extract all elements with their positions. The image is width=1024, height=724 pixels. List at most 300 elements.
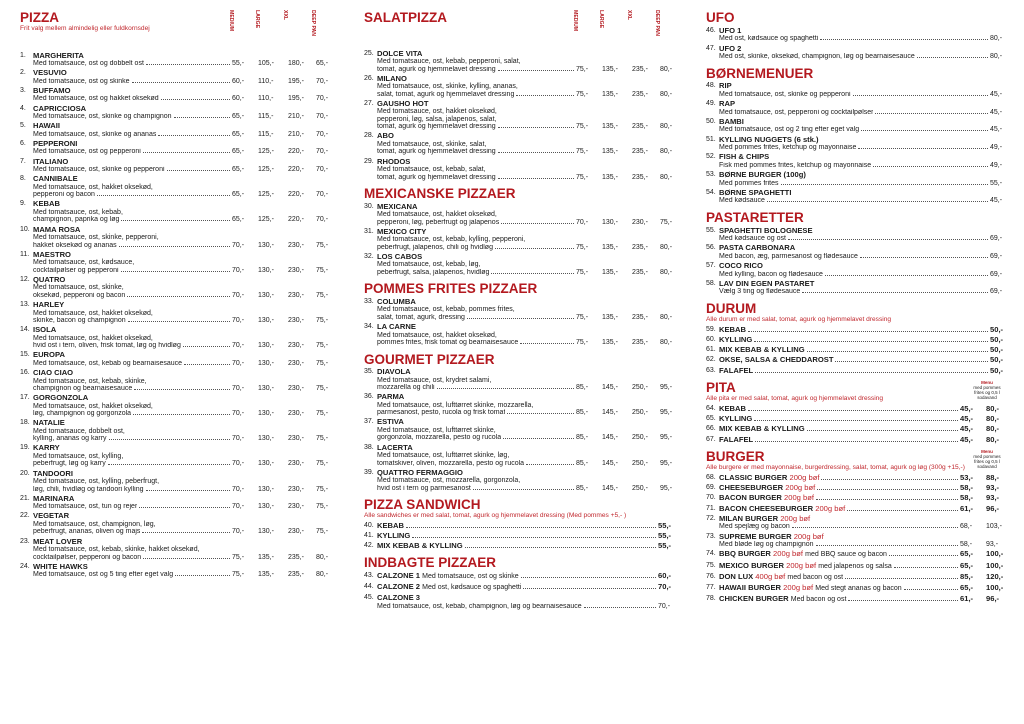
item-desc: Med tomatsauce, ost, skinke og pepperoni xyxy=(33,166,165,174)
size-header: LARGE xyxy=(254,10,260,29)
menu-item xyxy=(706,505,1006,514)
menu-item xyxy=(706,189,1006,205)
item-prices xyxy=(960,550,1006,559)
item-price: 55,- xyxy=(658,540,672,550)
item-name xyxy=(719,584,902,594)
item-name xyxy=(33,105,86,114)
section-subtitle: Alle burgere er med mayonnaise, burgerdressing, salat, tomat, agurk og løg (300g +15,-) xyxy=(706,464,965,471)
item-number: 73. xyxy=(706,532,716,540)
item-price: 75,- xyxy=(660,218,673,226)
item-body xyxy=(33,52,330,68)
item-title: RHODOS xyxy=(377,156,411,166)
item-body xyxy=(33,538,330,562)
item-number: 49. xyxy=(706,100,716,107)
item-price: 235,- xyxy=(632,123,648,131)
item-price: 125,- xyxy=(258,191,274,199)
item-prices xyxy=(960,505,1006,514)
item-number: 55. xyxy=(706,226,716,234)
menu-item xyxy=(706,346,1006,355)
item-price: 110,- xyxy=(258,77,274,85)
item-price: 75,- xyxy=(576,313,589,321)
item-body xyxy=(719,573,1006,583)
item-name-line xyxy=(719,280,1006,289)
item-title: HAWAII xyxy=(33,121,61,131)
item-number: 2. xyxy=(20,69,26,77)
menu-item xyxy=(706,484,1006,493)
item-price: 75,- xyxy=(316,410,329,418)
item-weight: 200g bøf xyxy=(786,560,817,570)
menu-item xyxy=(706,136,1006,152)
item-number: 75. xyxy=(706,561,716,569)
item-name-line xyxy=(377,100,674,109)
item-prices xyxy=(576,384,674,392)
item-name xyxy=(377,368,411,377)
item-title: CHICKEN BURGER xyxy=(719,594,789,604)
dot-leader xyxy=(825,275,988,276)
item-prices xyxy=(232,95,330,103)
item-number: 48. xyxy=(706,82,716,90)
item-name xyxy=(33,87,71,96)
item-desc-line xyxy=(719,197,1006,205)
item-prices xyxy=(576,460,674,468)
item-price: 93,- xyxy=(986,483,1000,492)
dot-leader xyxy=(861,130,988,131)
dot-leader xyxy=(860,257,988,258)
item-price: 120,- xyxy=(986,571,1004,581)
item-price: 75,- xyxy=(316,241,329,249)
item-price: 75,- xyxy=(576,148,589,156)
menu-item xyxy=(20,512,330,536)
size-header: XXL xyxy=(626,10,632,21)
item-desc: Med tomatsauce, ost, hakket oksekød, xyxy=(33,309,153,317)
menu-item xyxy=(20,419,330,443)
dot-leader xyxy=(802,292,988,293)
menu-section xyxy=(364,186,674,276)
item-title: KYLLING NUGGETS (6 stk.) xyxy=(719,134,819,144)
item-desc: Med tomatsauce, ost, hakket oksekød, xyxy=(377,108,497,116)
menu-item xyxy=(364,532,674,541)
item-price: 130,- xyxy=(258,410,274,418)
item-desc: Med tomatsauce, ost og dobbelt ost xyxy=(33,60,144,68)
item-name-line xyxy=(719,367,1006,376)
item-desc: Med tomatsauce, ost, kebab, champignon, løg og bearnaisesauce xyxy=(377,602,582,610)
item-desc-line xyxy=(377,269,674,277)
item-price: 220,- xyxy=(288,191,304,199)
item-name-line xyxy=(719,136,1006,145)
item-number: 64. xyxy=(706,404,716,412)
menu-item xyxy=(364,132,674,156)
item-prices xyxy=(960,415,1006,424)
item-title: QUATTRO FERMAGGIO xyxy=(377,467,463,477)
item-price: 65,- xyxy=(232,148,245,156)
item-desc: Med tomatsauce, ost, krydret salami, xyxy=(377,376,492,384)
item-name-line xyxy=(377,583,674,593)
item-prices xyxy=(232,113,330,121)
item-body xyxy=(377,75,674,99)
item-price: 50,- xyxy=(990,324,1004,334)
menu-item xyxy=(706,171,1006,187)
dot-leader xyxy=(491,273,574,274)
item-prices xyxy=(960,584,1006,593)
item-name xyxy=(719,336,752,345)
item-price: 65,- xyxy=(232,191,245,199)
dot-leader xyxy=(143,558,230,559)
item-title: COLUMBA xyxy=(377,296,416,306)
item-prices xyxy=(576,148,674,156)
menu-item xyxy=(20,251,330,275)
item-number: 54. xyxy=(706,188,716,196)
item-desc: Med tomatsauce, ost, kebab og bearnaisesauce xyxy=(33,359,183,367)
item-body xyxy=(377,444,674,468)
item-price: 210,- xyxy=(288,130,304,138)
item-price: 125,- xyxy=(258,166,274,174)
item-name xyxy=(33,394,88,403)
dot-leader xyxy=(127,296,230,297)
dot-leader xyxy=(108,464,230,465)
item-body xyxy=(377,298,674,322)
item-desc: Med tomatsauce, ost, kebab, skinke, hakket oksekød, xyxy=(33,546,200,554)
item-name-line xyxy=(377,228,674,237)
item-name-line xyxy=(719,118,1006,127)
item-title: MILAN BURGER xyxy=(719,513,779,523)
item-number: 56. xyxy=(706,244,716,252)
item-price: 45,- xyxy=(990,126,1003,134)
menu-item xyxy=(706,573,1006,583)
item-price: 65,- xyxy=(960,560,974,570)
item-desc-line xyxy=(33,216,330,224)
item-number: 30. xyxy=(364,202,374,210)
item-title: MAESTRO xyxy=(33,249,71,259)
item-price: 75,- xyxy=(316,460,329,468)
dot-leader xyxy=(146,490,231,491)
item-prices xyxy=(990,109,1006,117)
dot-leader xyxy=(835,361,988,362)
item-desc: Vælg 3 ting og flødesauce xyxy=(719,288,801,296)
menu-item xyxy=(706,244,1006,260)
item-name xyxy=(33,326,56,335)
item-prices xyxy=(960,484,1006,493)
item-desc: Med tomatsauce, ost og 2 ting efter eget valg xyxy=(719,126,860,134)
item-price: 110,- xyxy=(258,95,274,103)
item-prices xyxy=(990,346,1006,355)
item-prices xyxy=(232,571,330,579)
item-number: 14. xyxy=(20,326,30,334)
menu-item xyxy=(706,336,1006,345)
item-body xyxy=(719,346,1006,355)
item-name-line xyxy=(377,572,674,582)
item-price: 65,- xyxy=(960,583,974,592)
item-body xyxy=(719,494,1006,503)
item-name-line xyxy=(719,82,1006,91)
item-desc: pommes frites, frisk tomat og bearnaisesauce xyxy=(377,339,519,347)
item-price: 65,- xyxy=(960,549,974,559)
item-title: ABO xyxy=(377,131,394,141)
item-title: FALAFEL xyxy=(719,434,754,444)
item-price: 230,- xyxy=(288,266,304,274)
item-prices xyxy=(658,532,674,541)
item-name-line xyxy=(33,326,330,335)
item-price: 235,- xyxy=(288,571,304,579)
item-name-line xyxy=(719,356,1006,365)
item-desc: salat, tomat, agurk og hjemmelavet dressing xyxy=(377,90,515,98)
item-desc: Med tomatsauce, ost og skinke xyxy=(33,77,130,85)
item-title: WHITE HAWKS xyxy=(33,561,88,571)
item-price: 69,- xyxy=(990,235,1003,242)
menu-item xyxy=(706,474,1006,483)
item-desc-line xyxy=(377,339,674,347)
menu-section xyxy=(364,281,674,346)
item-title: RIP xyxy=(719,81,732,91)
item-body xyxy=(33,444,330,468)
item-desc: løg, chili, hvidløg og tandoori kylling xyxy=(33,485,144,493)
item-desc: Med tomatsauce, ost og hakket oksekød xyxy=(33,95,159,103)
item-price: 60,- xyxy=(232,77,245,85)
item-name xyxy=(719,45,741,54)
item-desc: tomat, agurk og hjemmelavet dressing xyxy=(377,173,496,181)
item-number: 25. xyxy=(364,49,374,57)
item-name-line xyxy=(33,394,330,403)
item-name-line xyxy=(33,200,330,209)
item-title: BUFFAMO xyxy=(33,85,71,95)
dot-leader xyxy=(161,99,230,100)
section-title: INDBAGTE PIZZAER xyxy=(364,555,497,571)
dot-leader xyxy=(501,223,574,224)
item-number: 6. xyxy=(20,139,26,147)
item-name xyxy=(33,351,65,360)
item-prices xyxy=(232,191,330,199)
dot-leader xyxy=(158,135,230,136)
menu-item xyxy=(706,425,1006,434)
item-title: VEGETAR xyxy=(33,511,70,521)
item-price: 100,- xyxy=(986,549,1004,559)
item-title: BØRNE SPAGHETTI xyxy=(719,187,792,197)
item-name-line xyxy=(719,27,1006,36)
menu-item xyxy=(20,495,330,511)
item-price: 80,- xyxy=(660,148,673,156)
menu-section xyxy=(706,66,1006,205)
item-price: 230,- xyxy=(288,485,304,493)
item-price: 70,- xyxy=(232,460,245,468)
item-name xyxy=(33,158,68,167)
item-number: 4. xyxy=(20,104,26,112)
item-name-line xyxy=(719,262,1006,271)
item-title: LOS CABOS xyxy=(377,251,423,261)
dot-leader xyxy=(584,607,656,608)
item-price: 70,- xyxy=(232,485,245,493)
item-prices xyxy=(658,603,674,611)
item-body xyxy=(719,100,1006,116)
item-price: 70,- xyxy=(658,582,672,592)
item-title: LACERTA xyxy=(377,442,413,452)
menu-item xyxy=(706,280,1006,296)
dot-leader xyxy=(767,201,988,202)
item-price: 135,- xyxy=(602,148,618,156)
item-name-line xyxy=(719,336,1006,345)
section-title: DURUM xyxy=(706,300,757,316)
item-name-line xyxy=(33,563,330,572)
item-price: 75,- xyxy=(576,90,589,98)
item-number: 11. xyxy=(20,250,30,258)
item-desc-line xyxy=(33,267,330,275)
dot-leader xyxy=(817,489,958,490)
item-price: 230,- xyxy=(288,342,304,350)
item-name-line xyxy=(33,369,330,378)
item-prices xyxy=(576,123,674,131)
item-name xyxy=(719,136,819,145)
item-title: VESUVIO xyxy=(33,68,67,78)
menu-section xyxy=(364,10,674,181)
item-desc-line xyxy=(33,503,330,511)
item-prices xyxy=(990,126,1006,134)
item-desc: Med tomatsauce, ost, kebab, pepperoni, salat, xyxy=(377,58,521,66)
item-name-line xyxy=(33,470,330,479)
dot-leader xyxy=(467,318,574,319)
item-desc: pepperoni, løg, peberfrugt og jalapenos xyxy=(377,218,500,226)
item-body xyxy=(33,105,330,121)
menu-column-3 xyxy=(706,0,1006,724)
item-prices xyxy=(990,253,1006,261)
item-body xyxy=(377,203,674,227)
dot-leader xyxy=(128,321,230,322)
section-header xyxy=(364,10,674,48)
item-price: 85,- xyxy=(576,409,589,417)
dot-leader xyxy=(521,577,656,578)
item-number: 34. xyxy=(364,323,374,331)
item-name-line xyxy=(377,418,674,427)
item-body xyxy=(377,323,674,347)
dot-leader xyxy=(139,507,230,508)
menu-item xyxy=(364,75,674,99)
item-title: MEXICO CITY xyxy=(377,226,427,236)
item-desc: parmesanost, pesto, rucola og frisk tomat xyxy=(377,409,506,417)
item-number: 8. xyxy=(20,175,26,183)
item-price: 69,- xyxy=(990,270,1003,278)
item-price: 75,- xyxy=(576,173,589,181)
item-desc: Med tomatsauce, ost, kebab, løg, xyxy=(377,261,481,269)
item-number: 65. xyxy=(706,415,716,422)
item-name-line xyxy=(33,158,330,167)
item-price: 115,- xyxy=(258,130,274,138)
item-price: 93,- xyxy=(986,541,999,548)
item-number: 57. xyxy=(706,262,716,269)
item-name-line xyxy=(33,351,330,360)
item-body xyxy=(719,27,1006,43)
item-price: 70,- xyxy=(232,266,245,274)
menu-item xyxy=(706,562,1006,572)
size-headers xyxy=(20,10,330,50)
item-prices xyxy=(232,148,330,156)
item-price: 80,- xyxy=(660,243,673,251)
item-prices xyxy=(576,339,674,347)
item-price: 135,- xyxy=(602,268,618,276)
item-body xyxy=(719,227,1006,243)
item-price: 130,- xyxy=(258,385,274,392)
item-name-line xyxy=(377,469,674,478)
item-prices xyxy=(232,360,330,368)
item-name-line xyxy=(719,595,1006,605)
item-name-line xyxy=(377,158,674,167)
menu-item xyxy=(364,542,674,551)
item-body xyxy=(719,153,1006,169)
item-number: 28. xyxy=(364,132,374,140)
item-title: PASTA CARBONARA xyxy=(719,243,796,253)
menu-item xyxy=(706,494,1006,503)
item-number: 47. xyxy=(706,44,716,52)
item-prices xyxy=(232,554,330,562)
item-number: 46. xyxy=(706,26,716,34)
item-number: 74. xyxy=(706,550,716,558)
item-name xyxy=(33,419,65,428)
item-price: 80,- xyxy=(986,434,1000,444)
item-name-line xyxy=(33,175,330,184)
item-title: KYLLING xyxy=(719,414,753,423)
section-title: GOURMET PIZZAER xyxy=(364,351,495,367)
item-body xyxy=(33,87,330,103)
item-desc: Med bløde løg og champignon xyxy=(719,541,814,548)
item-price: 230,- xyxy=(288,385,304,392)
item-name-line xyxy=(719,45,1006,54)
item-price: 250,- xyxy=(632,409,648,417)
item-price: 55,- xyxy=(232,60,245,68)
item-body xyxy=(719,244,1006,260)
item-title: KEBAB xyxy=(719,324,747,334)
item-price: 75,- xyxy=(232,571,245,579)
menu-section xyxy=(364,497,674,550)
item-name xyxy=(33,140,77,149)
item-title: CALZONE 2 xyxy=(377,582,421,592)
item-prices xyxy=(576,244,674,252)
item-price: 220,- xyxy=(288,148,304,156)
item-prices xyxy=(576,314,674,322)
item-prices xyxy=(990,144,1006,152)
item-desc: Med tomatsauce, ost og pepperoni xyxy=(33,148,141,156)
item-prices xyxy=(658,522,674,531)
item-prices xyxy=(232,528,330,536)
item-title: PARMA xyxy=(377,392,405,402)
item-price: 70,- xyxy=(232,241,245,249)
item-desc: hvid ost i tern og parmesanost xyxy=(377,484,471,492)
item-price: 75,- xyxy=(316,435,329,443)
item-price: 130,- xyxy=(258,266,274,274)
size-header: MEDIUM xyxy=(228,10,234,32)
item-title: UFO 2 xyxy=(719,43,742,53)
item-desc-line xyxy=(377,148,674,156)
item-desc-line xyxy=(33,528,330,536)
item-weight: 200g bøf xyxy=(785,483,816,492)
item-price: 75,- xyxy=(316,503,329,511)
item-title: MARGHERITA xyxy=(33,50,84,60)
item-price: 235,- xyxy=(632,173,648,181)
item-price: 45,- xyxy=(990,108,1003,116)
menu-item xyxy=(20,52,330,68)
item-weight: 200g bøf xyxy=(780,513,811,523)
item-body xyxy=(377,532,674,541)
item-body xyxy=(719,136,1006,152)
menu-item xyxy=(20,444,330,468)
item-price: 61,- xyxy=(960,503,974,513)
item-weight: 200g bøf xyxy=(793,531,824,541)
item-body xyxy=(377,542,674,551)
item-price: 100,- xyxy=(986,583,1004,592)
item-price: 80,- xyxy=(660,123,673,131)
item-name xyxy=(377,158,410,167)
item-name xyxy=(719,595,846,605)
item-desc-line xyxy=(377,244,674,252)
item-number: 16. xyxy=(20,369,30,376)
item-price: 65,- xyxy=(232,166,245,174)
section-subtitle: Alle sandwiches er med salat, tomat, agurk og hjemmelavet dressing (Med pommes +5,- ) xyxy=(364,512,627,520)
item-name-line xyxy=(719,153,1006,162)
